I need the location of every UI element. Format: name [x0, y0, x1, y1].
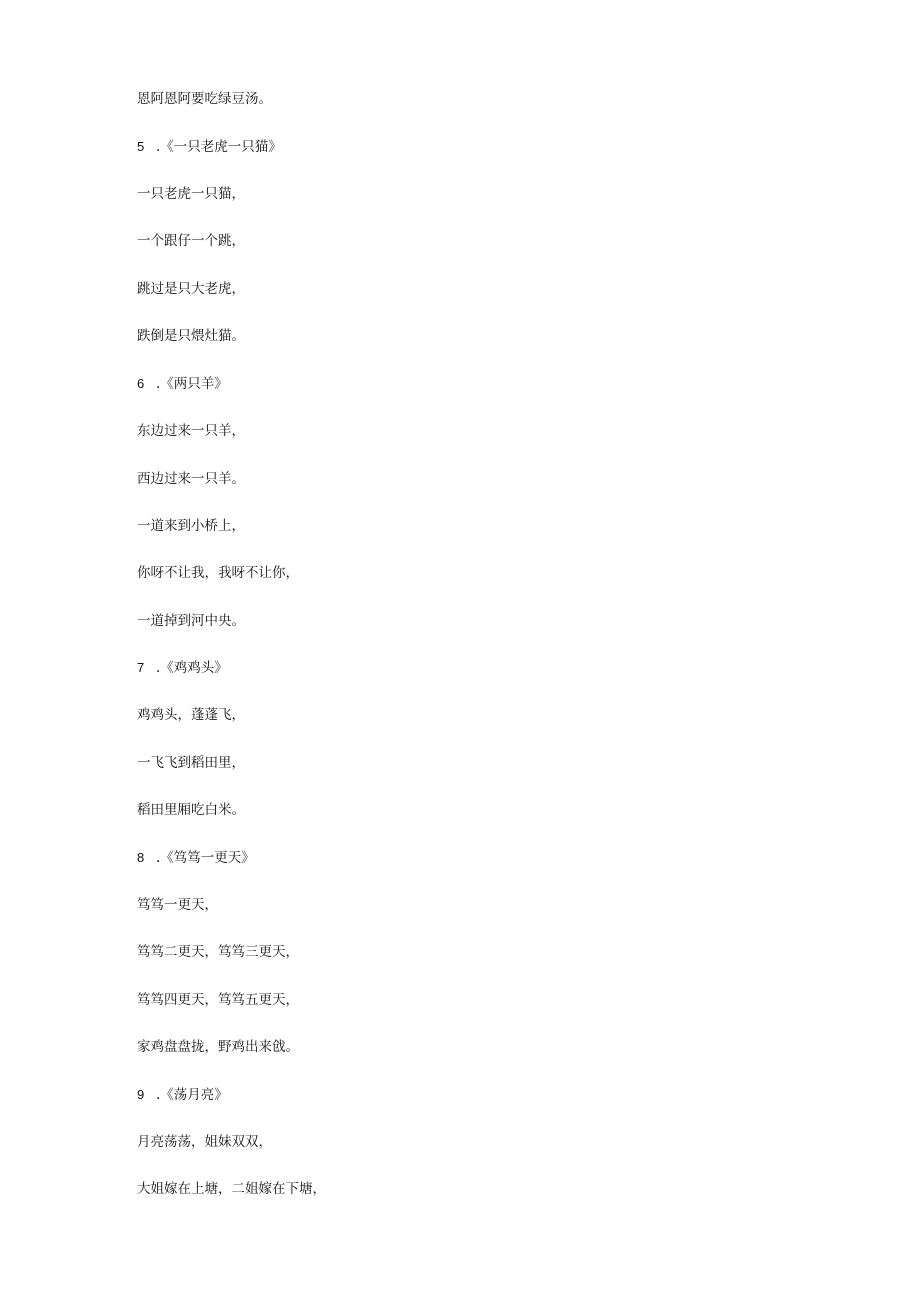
- section-number: 7: [137, 660, 145, 675]
- verse-line: 大姐嫁在上塘，二姐嫁在下塘，: [137, 1181, 326, 1197]
- verse-line: 一个跟仔一个跳，: [137, 233, 245, 249]
- section-heading-5: [137, 138, 282, 156]
- verse-line: 一道掉到河中央。: [137, 613, 245, 629]
- section-number: 9: [137, 1087, 145, 1102]
- verse-line: 鸡鸡头，蓬蓬飞，: [137, 707, 245, 723]
- section-title: 《笃笃一更天》: [160, 850, 255, 866]
- section-dot: .: [156, 660, 161, 676]
- section-heading-7: [137, 659, 228, 677]
- section-title: 《荡月亮》: [160, 1087, 228, 1103]
- verse-line: 笃笃二更天，笃笃三更天，: [137, 944, 299, 960]
- section-dot: .: [156, 139, 161, 155]
- section-heading-8: [137, 849, 255, 867]
- section-title: 《两只羊》: [160, 376, 228, 392]
- verse-line: 笃笃一更天，: [137, 897, 218, 913]
- section-title: 《一只老虎一只猫》: [160, 139, 282, 155]
- verse-line: 一道来到小桥上，: [137, 518, 245, 534]
- verse-line: 月亮荡荡，姐妹双双，: [137, 1134, 272, 1150]
- verse-line: 恩阿恩阿要吃绿豆汤。: [137, 91, 272, 107]
- section-heading-9: [137, 1086, 228, 1104]
- verse-line: 你呀不让我，我呀不让你，: [137, 565, 299, 581]
- section-dot: .: [156, 850, 161, 866]
- verse-line: 跌倒是只煨灶猫。: [137, 328, 245, 344]
- section-dot: .: [156, 1087, 161, 1103]
- verse-line: 东边过来一只羊，: [137, 423, 245, 439]
- verse-line: 笃笃四更天，笃笃五更天，: [137, 992, 299, 1008]
- section-number: 6: [137, 376, 145, 391]
- section-title: 《鸡鸡头》: [160, 660, 228, 676]
- section-dot: .: [156, 376, 161, 392]
- section-number: 8: [137, 850, 145, 865]
- verse-line: 西边过来一只羊。: [137, 471, 245, 487]
- verse-line: 跳过是只大老虎，: [137, 281, 245, 297]
- verse-line: 家鸡盘盘拢，野鸡出来戗。: [137, 1039, 299, 1055]
- section-heading-6: [137, 375, 228, 393]
- verse-line: 一飞飞到稻田里，: [137, 755, 245, 771]
- section-number: 5: [137, 139, 145, 154]
- verse-line: 一只老虎一只猫，: [137, 186, 245, 202]
- verse-line: 稻田里厢吃白米。: [137, 802, 245, 818]
